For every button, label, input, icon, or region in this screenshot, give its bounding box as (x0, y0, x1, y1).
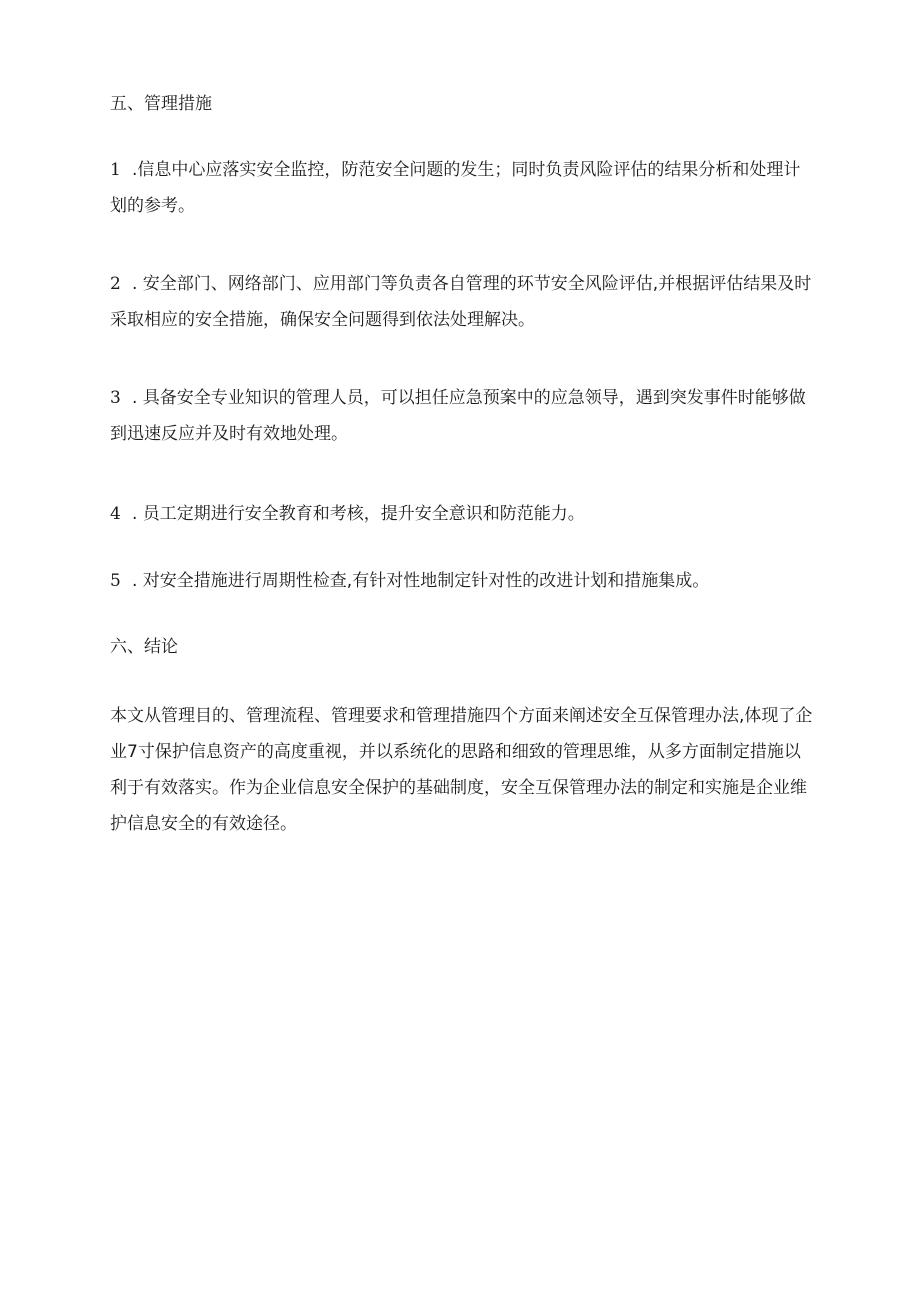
item-line: . 员工定期进行安全教育和考核，提升安全意识和防范能力。 (132, 504, 585, 524)
item-line: 采取相应的安全措施，确保安全问题得到依法处理解决。 (110, 310, 535, 330)
item-line: . 对安全措施进行周期性检查,有针对性地制定针对性的改进计划和措施集成。 (132, 571, 710, 591)
heading-text: 六、结论 (110, 637, 178, 657)
item-number: 4 (110, 504, 121, 524)
item-line: . 安全部门、网络部门、应用部门等负责各自管理的环节安全风险评估,并根据评估结果及时 (132, 274, 812, 294)
item-number: 2 (110, 274, 121, 294)
list-item-5 (110, 563, 830, 599)
paragraph-line: 本文从管理目的、管理流程、管理要求和管理措施四个方面来阐述安全互保管理办法,体现了企 (110, 706, 813, 726)
paragraph-line: 护信息安全的有效途径。 (110, 814, 297, 834)
list-item-3 (110, 380, 830, 452)
heading-text: 五、管理措施 (110, 94, 212, 114)
list-item-4 (110, 496, 830, 532)
item-number: 3 (110, 388, 121, 408)
conclusion-paragraph (110, 698, 830, 842)
item-line: 划的参考。 (110, 196, 195, 216)
item-line: 到迅速反应并及时有效地处理。 (110, 424, 348, 444)
list-item-1 (110, 152, 830, 224)
paragraph-line: 业7寸保护信息资产的高度重视，并以系统化的思路和细致的管理思维，从多方面制定措施以 (110, 742, 801, 762)
paragraph-line: 利于有效落实。作为企业信息安全保护的基础制度，安全互保管理办法的制定和实施是企业维 (110, 778, 807, 798)
item-number: 1 (110, 160, 121, 180)
item-line: .信息中心应落实安全监控，防范安全问题的发生；同时负责风险评估的结果分析和处理计 (132, 160, 801, 180)
item-number: 5 (110, 571, 121, 591)
section-heading-conclusion (110, 629, 830, 665)
item-line: . 具备安全专业知识的管理人员，可以担任应急预案中的应急领导，遇到突发事件时能够做 (132, 388, 806, 408)
section-heading-management-measures (110, 86, 830, 122)
list-item-2 (110, 266, 830, 338)
